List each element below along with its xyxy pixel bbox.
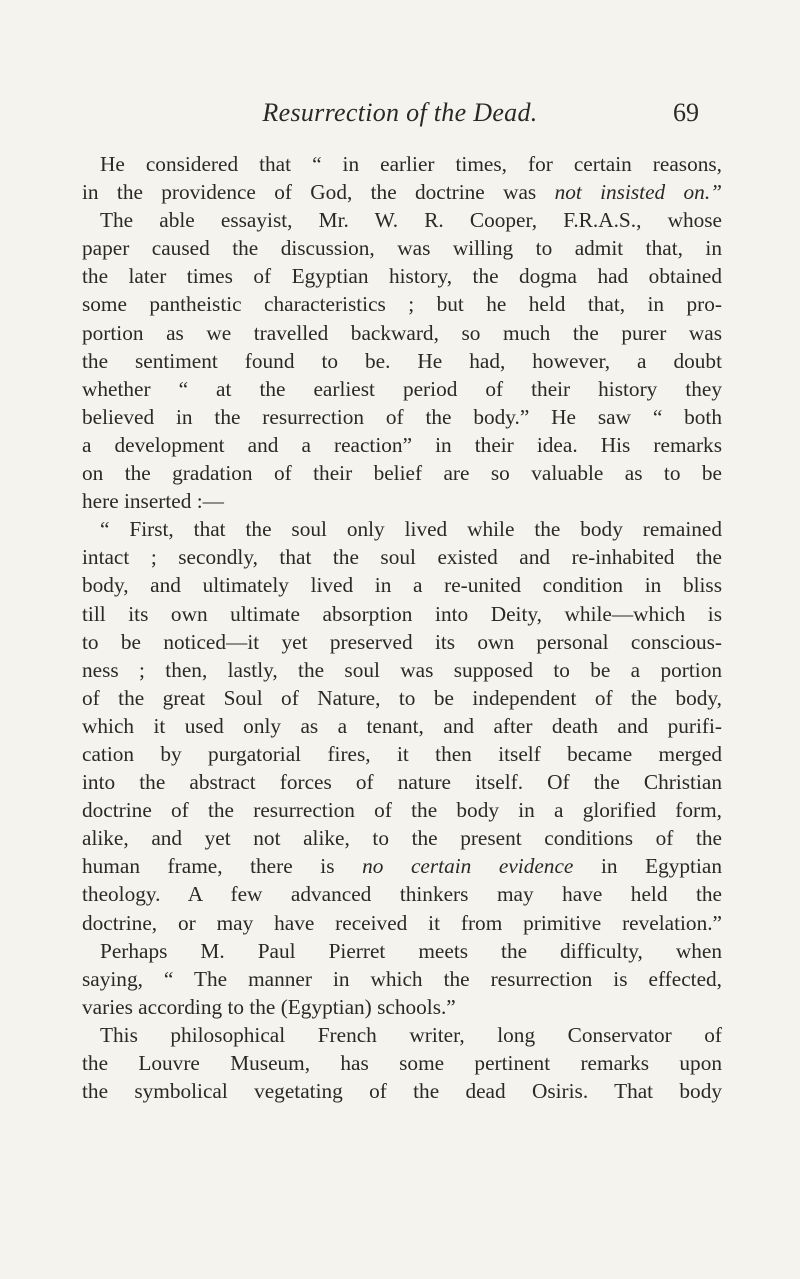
text-line: “ First, that the soul only lived while the body remained bbox=[100, 517, 722, 542]
text-segment: in the providence of God, the doctrine was bbox=[82, 180, 555, 205]
text-line: the symbolical vegetating of the dead Osiris. That body bbox=[82, 1079, 722, 1104]
text-line: till its own ultimate absorption into Deity, while—which is bbox=[82, 601, 722, 626]
italic-phrase: not insisted on.” bbox=[554, 180, 722, 205]
text-line: of the great Soul of Nature, to be independent of the body, bbox=[82, 685, 722, 710]
text-line: to be noticed—it yet preserved its own personal conscious- bbox=[82, 629, 722, 654]
text-segment: in Egyptian bbox=[573, 854, 722, 879]
text-line: Perhaps M. Paul Pierret meets the difficulty, when bbox=[100, 938, 722, 963]
text-line: doctrine, or may have received it from primitive revelation.” bbox=[82, 910, 722, 935]
text-line: This philosophical French writer, long Conservator of bbox=[100, 1022, 722, 1047]
text-segment: human frame, there is bbox=[82, 854, 363, 879]
text-line: intact ; secondly, that the soul existed and re-inhabited the bbox=[82, 545, 722, 570]
text-line: saying, “ The manner in which the resurrection is effected, bbox=[82, 966, 722, 991]
text-line: whether “ at the earliest period of their history they bbox=[82, 376, 722, 401]
text-line: into the abstract forces of nature itself. Of the Christian bbox=[82, 770, 722, 795]
text-line: the later times of Egyptian history, the dogma had obtained bbox=[82, 264, 722, 289]
text-line: theology. A few advanced thinkers may have held the bbox=[82, 882, 722, 907]
text-line: doctrine of the resurrection of the body in a glorified form, bbox=[82, 798, 722, 823]
text-line: some pantheistic characteristics ; but he held that, in pro- bbox=[82, 292, 722, 317]
text-line: on the gradation of their belief are so valuable as to be bbox=[82, 461, 722, 486]
italic-phrase: no certain evidence bbox=[362, 854, 574, 879]
text-line: alike, and yet not alike, to the present conditions of the bbox=[82, 826, 722, 851]
page-header bbox=[0, 98, 800, 132]
text-line: paper caused the discussion, was willing to admit that, in bbox=[82, 236, 722, 261]
text-line bbox=[82, 178, 722, 206]
text-line bbox=[82, 852, 722, 880]
text-line: ness ; then, lastly, the soul was supposed to be a portion bbox=[82, 657, 722, 682]
page-number: 69 bbox=[673, 98, 699, 127]
text-line: believed in the resurrection of the body.” He saw “ both bbox=[82, 404, 722, 429]
text-line: He considered that “ in earlier times, for certain reasons, bbox=[100, 152, 722, 176]
text-line: here inserted :— bbox=[82, 489, 224, 514]
text-line: cation by purgatorial fires, it then itself became merged bbox=[82, 741, 722, 766]
text-line: the Louvre Museum, has some pertinent remarks upon bbox=[82, 1051, 722, 1075]
text-line: The able essayist, Mr. W. R. Cooper, F.R.A.S., whose bbox=[100, 208, 722, 233]
text-line: which it used only as a tenant, and after death and purifi- bbox=[82, 713, 722, 738]
running-title: Resurrection of the Dead. bbox=[262, 98, 538, 127]
text-line: a development and a reaction” in their idea. His remarks bbox=[82, 432, 722, 457]
text-line: varies according to the (Egyptian) schools.” bbox=[82, 994, 456, 1019]
body-text bbox=[82, 150, 722, 1105]
text-line: portion as we travelled backward, so much the purer was bbox=[82, 320, 722, 345]
text-line: body, and ultimately lived in a re-united condition in bliss bbox=[82, 573, 722, 598]
text-line: the sentiment found to be. He had, however, a doubt bbox=[82, 348, 722, 373]
